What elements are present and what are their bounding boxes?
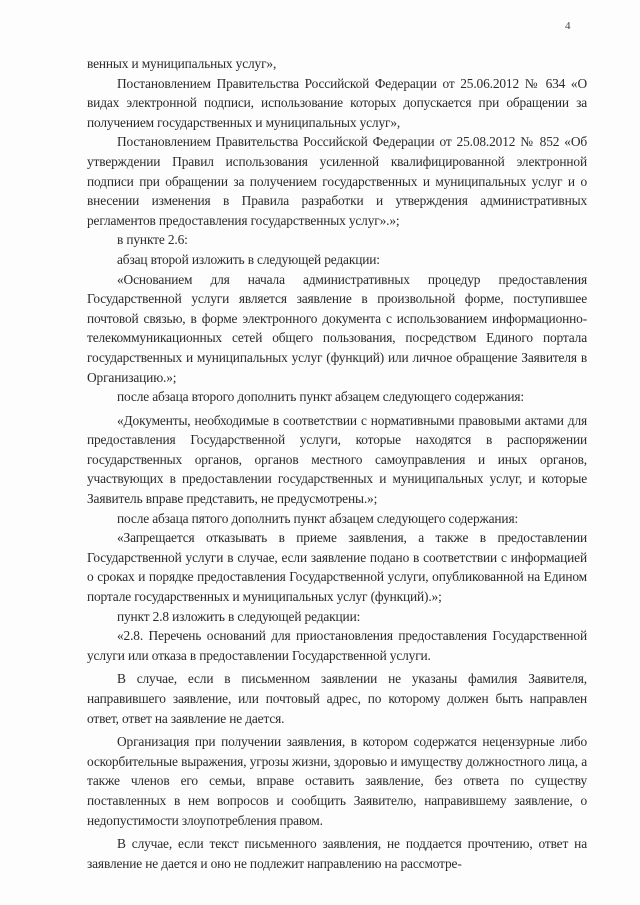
paragraph: В случае, если в письменном заявлении не указаны фамилия Заявителя, направившего заявление, или почтовый адрес, по которому должен быть направлен ответ, ответ на заявление не дается. [87,671,587,726]
paragraph: венных и муниципальных услуг», [87,56,277,71]
document-body [87,54,587,873]
paragraph: «Основанием для начала административных процедур предоставления Государственной услуги является заявление в произвольной форме, поступившее почтовой связью, в форме электронного документа с использованием информационно-телекоммуникационных сетей общего пользования, посредством Единого портала государственных и муниципальных услуг (функций) или личное обращение Заявителя в Организацию.»; [87,271,587,385]
paragraph: в пункте 2.6: [117,232,188,248]
paragraph: после абзаца второго дополнить пункт абзацем следующего содержания: [117,389,524,405]
paragraph: В случае, если текст письменного заявления, не поддается прочтению, ответ на заявление не дается и оно не подлежит направлению на рассмотре- [87,836,587,871]
paragraph: Постановлением Правительства Российской Федерации от 25.08.2012 № 852 «Об утверждении Правил использования усиленной квалифицированной электронной подписи при обращении за получением государственных и муниципальных услуг и о внесении изменения в Правила разработки и утверждения административных регламентов предоставления государственных услуг».»; [87,134,587,228]
paragraph: пункт 2.8 изложить в следующей редакции: [117,608,361,624]
paragraph: Организация при получении заявления, в котором содержатся нецензурные либо оскорбительные выражения, угрозы жизни, здоровью и имуществу должностного лица, а также членов его семьи, вправе оставить заявление, без ответа по существу поставленных в нем вопросов и сообщить Заявителю, направившему заявление, о недопустимости злоупотребления правом. [87,734,587,828]
paragraph: после абзаца пятого дополнить пункт абзацем следующего содержания: [117,510,519,526]
paragraph: Постановлением Правительства Российской Федерации от 25.06.2012 № 634 «О видах электронной подписи, использование которых допускается при обращении за получением государственных и муниципальных услуг», [87,75,587,130]
paragraph: «2.8. Перечень оснований для приостановления предоставления Государственной услуги или отказа в предоставлении Государственной услуги. [87,628,587,663]
paragraph: «Запрещается отказывать в приеме заявления, а также в предоставлении Государственной услуги в случае, если заявление подано в соответствии с информацией о сроках и порядке предоставления Государственной услуги, опубликованной на Едином портале государственных и муниципальных услуг (функций).»; [87,530,587,605]
paragraph: «Документы, необходимые в соответствии с нормативными правовыми актами для предоставления Государственной услуги, которые находятся в распоряжении государственных органов, органов местного самоуправления и иных органов, участвующих в предоставлении государственных и муниципальных услуг, и которые Заявитель вправе представить, не предусмотрены.»; [87,412,587,507]
paragraph: абзац второй изложить в следующей редакции: [117,251,380,267]
page-number: 4 [565,20,571,32]
